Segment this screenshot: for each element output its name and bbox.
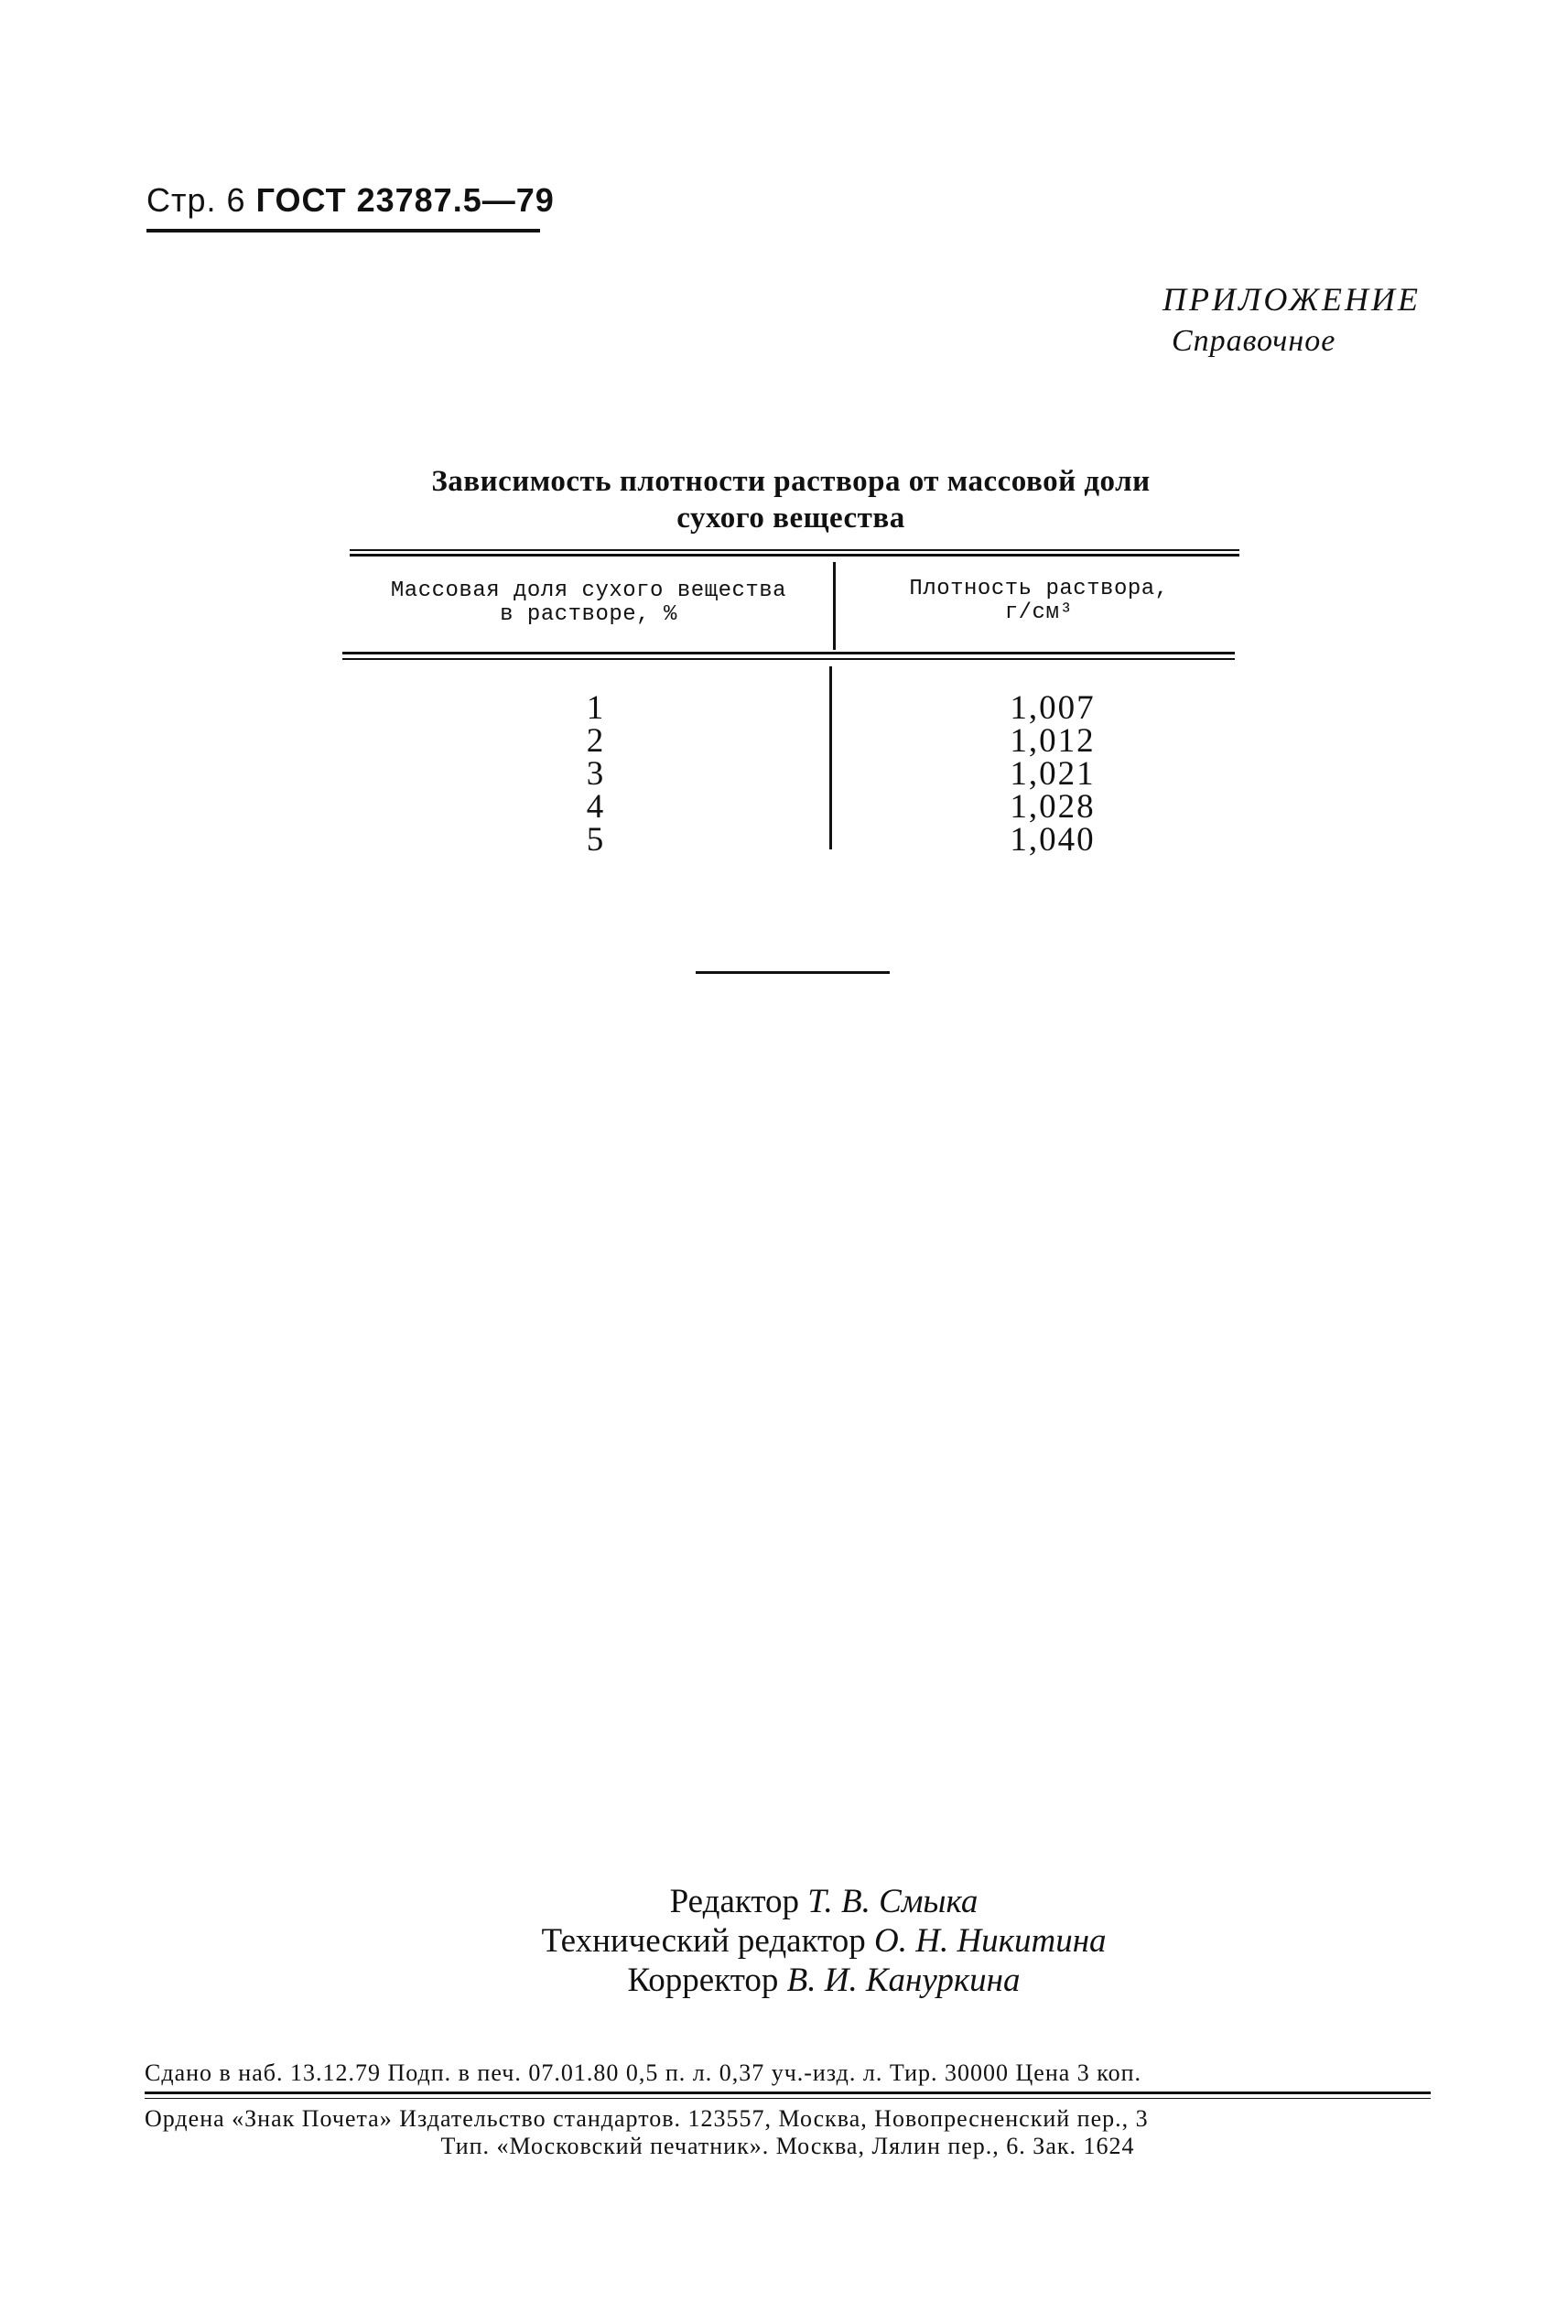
table-cell: 4: [586, 788, 604, 826]
appendix-subtitle: Справочное: [1172, 324, 1336, 358]
table-cell: 1: [586, 689, 604, 727]
end-of-content-rule: [696, 971, 890, 974]
appendix-title: ПРИЛОЖЕНИЕ: [1162, 281, 1421, 318]
page-header: [146, 181, 555, 220]
table-top-rule: [350, 549, 1239, 551]
table-cell: 1,040: [1010, 821, 1096, 859]
imprint-rule: [145, 2092, 1431, 2094]
standard-number: ГОСТ 23787.5—79: [255, 181, 555, 219]
column-density: [961, 689, 1144, 859]
imprint-print-details: Сдано в наб. 13.12.79 Подп. в печ. 07.01.80 0,5 п. л. 0,37 уч.-изд. л. Тир. 30000 Цена 3 коп.: [145, 2059, 1141, 2086]
table-title-line-2: сухого вещества: [676, 502, 905, 535]
table-title: [342, 463, 1239, 536]
table-cell: 1,028: [1010, 788, 1096, 826]
column-header-density: Плотность раствора, г/см³: [909, 577, 1169, 625]
imprint-publisher: Ордена «Знак Почета» Издательство стандартов. 123557, Москва, Новопресненский пер., 3: [145, 2105, 1149, 2132]
table-top-rule-double: [350, 554, 1239, 557]
column-header-mass-fraction: Массовая доля сухого вещества в растворе, %: [390, 578, 787, 627]
imprint-rule-double: [145, 2098, 1431, 2099]
table-cell: 1,012: [1010, 722, 1096, 760]
column-mass-fraction: [549, 689, 641, 859]
credit-proofreader: Корректор В. И. Кануркина: [627, 1962, 1021, 1999]
table-cell: 5: [586, 821, 604, 859]
table-cell: 2: [586, 722, 604, 760]
credit-tech-editor: Технический редактор О. Н. Никитина: [541, 1922, 1107, 1960]
table-cell: 3: [586, 755, 604, 793]
credit-editor: Редактор Т. В. Смыка: [669, 1883, 979, 1920]
header-bottom-rule: [342, 652, 1235, 654]
table-cell: 1,007: [1010, 689, 1096, 727]
header-column-divider: [833, 562, 836, 650]
imprint-printer: Тип. «Московский печатник». Москва, Лялин пер., 6. Зак. 1624: [440, 2133, 1135, 2159]
credits-block: [366, 1882, 1281, 2000]
header-underline: [146, 229, 540, 232]
page-number: Стр. 6: [146, 181, 246, 219]
table-cell: 1,021: [1010, 755, 1096, 793]
body-column-divider: [829, 666, 832, 849]
table-title-line-1: Зависимость плотности раствора от массовой доли: [431, 465, 1151, 498]
header-bottom-rule-double: [342, 658, 1235, 660]
